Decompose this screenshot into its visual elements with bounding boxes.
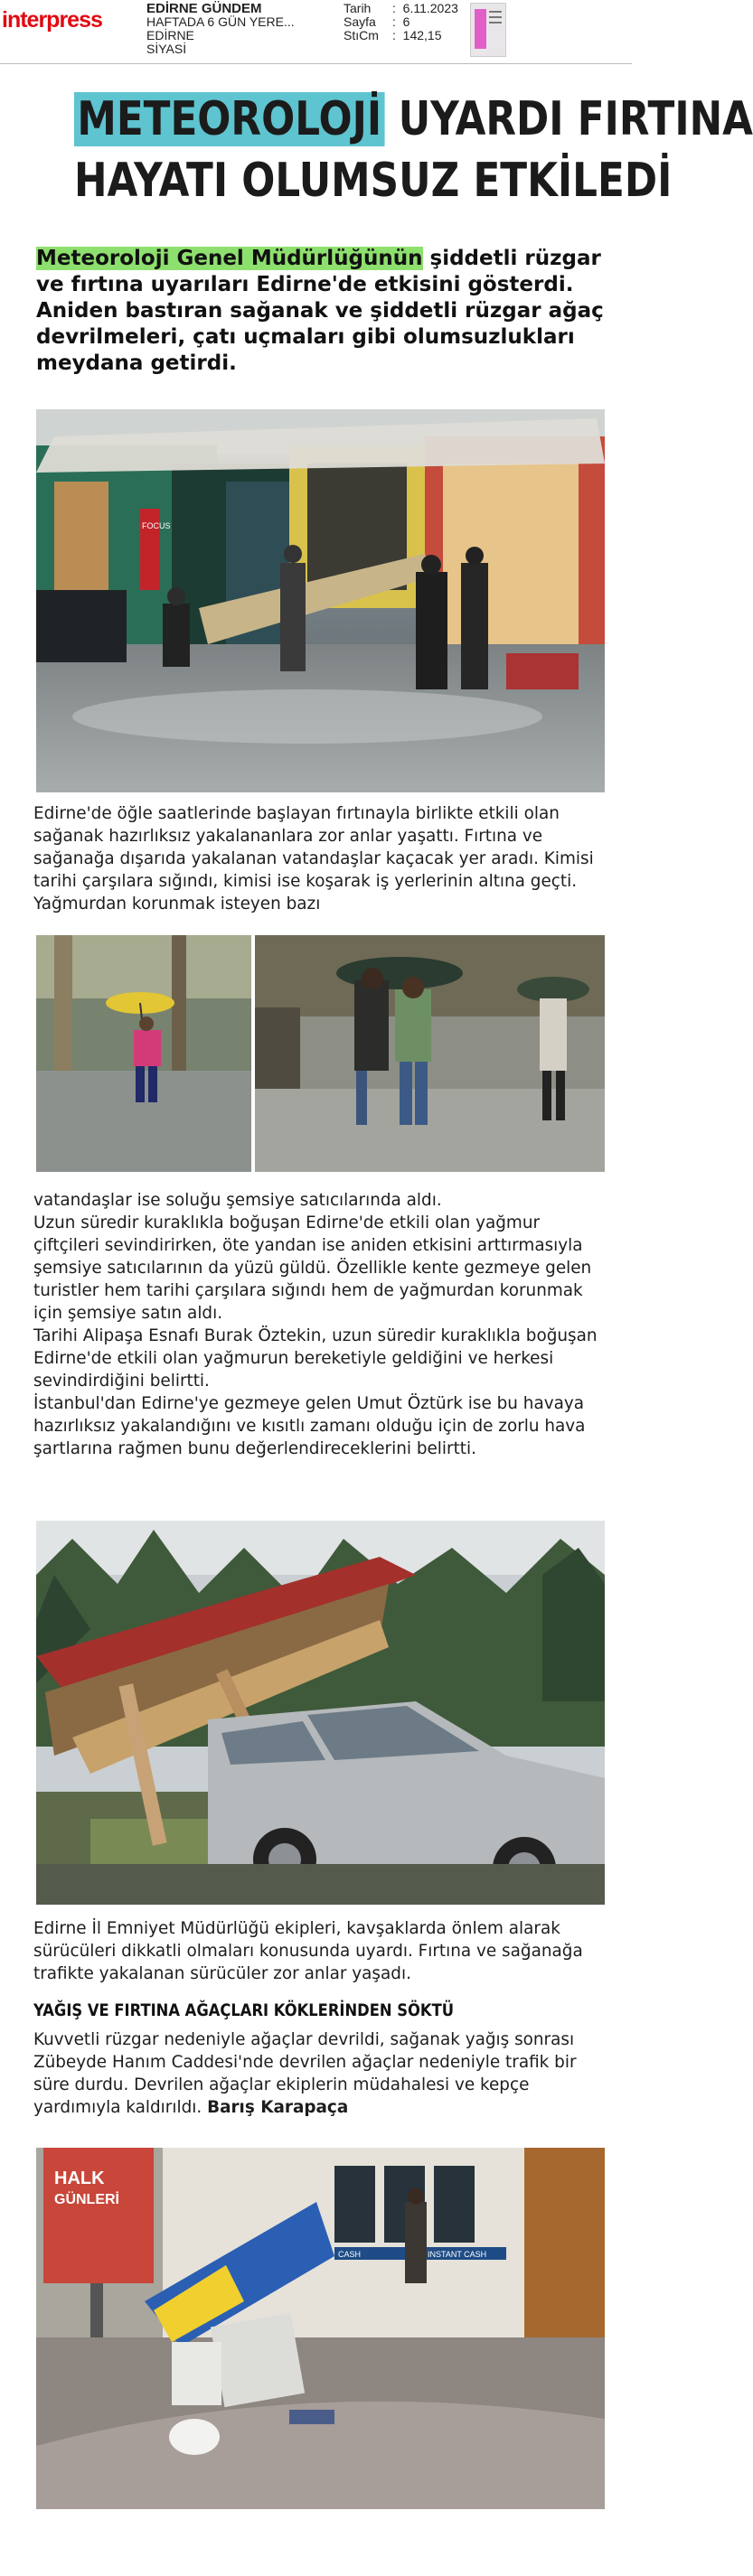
clipping-header <box>0 0 632 63</box>
headline-line2: HAYATI OLUMSUZ ETKİLEDİ <box>74 154 673 208</box>
billboard-line2: GÜNLERİ <box>54 2192 119 2207</box>
publication-city: EDİRNE <box>146 28 194 42</box>
author-name: Barış Karapaça <box>207 2098 349 2117</box>
page-label: Sayfa <box>344 14 376 29</box>
publication-info <box>146 2 295 56</box>
atm-label-2: INSTANT CASH <box>428 2250 487 2259</box>
date-label: Tarih <box>344 1 372 15</box>
body-paragraph-5: İstanbul'dan Edirne'ye gezmeye gelen Umut Öztürk ise bu havaya hazırlıksız yakalandığını ve kısıtlı zamanı olduğu için de zorlu hava şartlarına rağmen bunu değerlendireceklerini belirtti. <box>33 1394 586 1458</box>
area-value: 142,15 <box>402 28 442 42</box>
atm-label-1: CASH <box>338 2250 362 2259</box>
body-paragraph-2: vatandaşlar ise soluğu şemsiye satıcılarında aldı. <box>33 1191 442 1210</box>
body-paragraph-4: Tarihi Alipaşa Esnafı Burak Öztekin, uzun süredir kuraklıkla boğuşan Edirne'de etkili olan yağmurun bereketiyle geldiğini ve herkesi sevindirdiğini belirtti. <box>33 1326 598 1391</box>
body-paragraph-6: Edirne İl Emniyet Müdürlüğü ekipleri, kavşaklarda önlem alarak sürücüleri dikkatli olmaları konusunda uyardı. Fırtına ve sağanağa trafikte yakalanan sürücüler zor anlar yaşadı. <box>33 1919 583 1983</box>
billboard-line1: HALK <box>54 2169 105 2188</box>
body-paragraph-3: Uzun süredir kuraklıkla boğuşan Edirne'de etkili olan yağmur çiftçileri sevindirirken, öte yandan ise aniden etkisini arttırmasıyla şemsiye satıcılarının da yüzü güldü. Özellikle kente gezmeye gelen turistler hem tarihi çarşılara sığındı hem de yağmurdan korunmak için şemsiye satın aldı. <box>33 1213 592 1323</box>
headline <box>74 90 753 213</box>
lead-paragraph <box>36 246 615 377</box>
page-thumbnail <box>470 3 506 57</box>
photo-storm-street <box>36 409 605 792</box>
body-paragraph-1: Edirne'de öğle saatlerinde başlayan fırtınayla birlikte etkili olan sağanak hazırlıksız yakalananlara zor anlar yaşattı. Fırtına ve sağanağa dışarıda yakalanan vatandaşlar kaçacak yer aradı. Kimisi tarihi çarşılara sığındı, kimisi ise koşarak iş yerlerinin altına geçti. Yağmurdan korunmak isteyen bazı <box>33 804 594 913</box>
date-value: 6.11.2023 <box>402 1 458 15</box>
lead-text: şiddetli rüzgar ve fırtına uyarıları Edirne'de etkisini gösterdi. Aniden bastıran sağanak ve şiddetli rüzgar ağaç devrilmeleri, çatı uçmaları gibi olumsuzlukları meydana getirdi. <box>36 247 604 375</box>
area-label: StıCm <box>344 28 379 42</box>
page-value: 6 <box>402 14 410 29</box>
publication-frequency: HAFTADA 6 GÜN YERE... <box>146 14 295 29</box>
lead-highlight: Meteoroloji Genel Müdürlüğünün <box>36 247 423 270</box>
section-subheading: YAĞIŞ VE FIRTINA AĞAÇLARI KÖKLERİNDEN SÖKTÜ <box>33 2000 455 2020</box>
body-paragraph-7: Kuvvetli rüzgar nedeniyle ağaçlar devrildi, sağanak yağış sonrası Zübeyde Hanım Caddesi'nde devrilen ağaçlar nedeniyle trafik bir süre durdu. Devrilen ağaçlar ekiplerin müdahalesi ve kepçe yardımıyla kaldırıldı. Barış Karapaça <box>33 2030 577 2117</box>
photo-collapsed-roof-car <box>36 1521 605 1905</box>
shop-sign-text: FOCUS <box>142 521 171 530</box>
publication-category: SİYASİ <box>146 42 187 56</box>
photo-overturned-stand <box>36 2148 605 2509</box>
header-divider <box>0 63 632 64</box>
headline-highlight: METEOROLOJİ <box>74 92 384 146</box>
publication-name: EDİRNE GÜNDEM <box>146 1 262 16</box>
headline-line1: UYARDI FIRTINA <box>398 92 753 146</box>
photo-people-umbrellas <box>255 935 605 1172</box>
clipping-meta: Tarih : 6.11.2023 Sayfa : 6 StıCm : 142,15 <box>344 1 458 42</box>
interpress-logo: interpress <box>2 7 102 33</box>
body-text-block <box>33 1189 607 1460</box>
photo-child-umbrella <box>36 935 251 1172</box>
